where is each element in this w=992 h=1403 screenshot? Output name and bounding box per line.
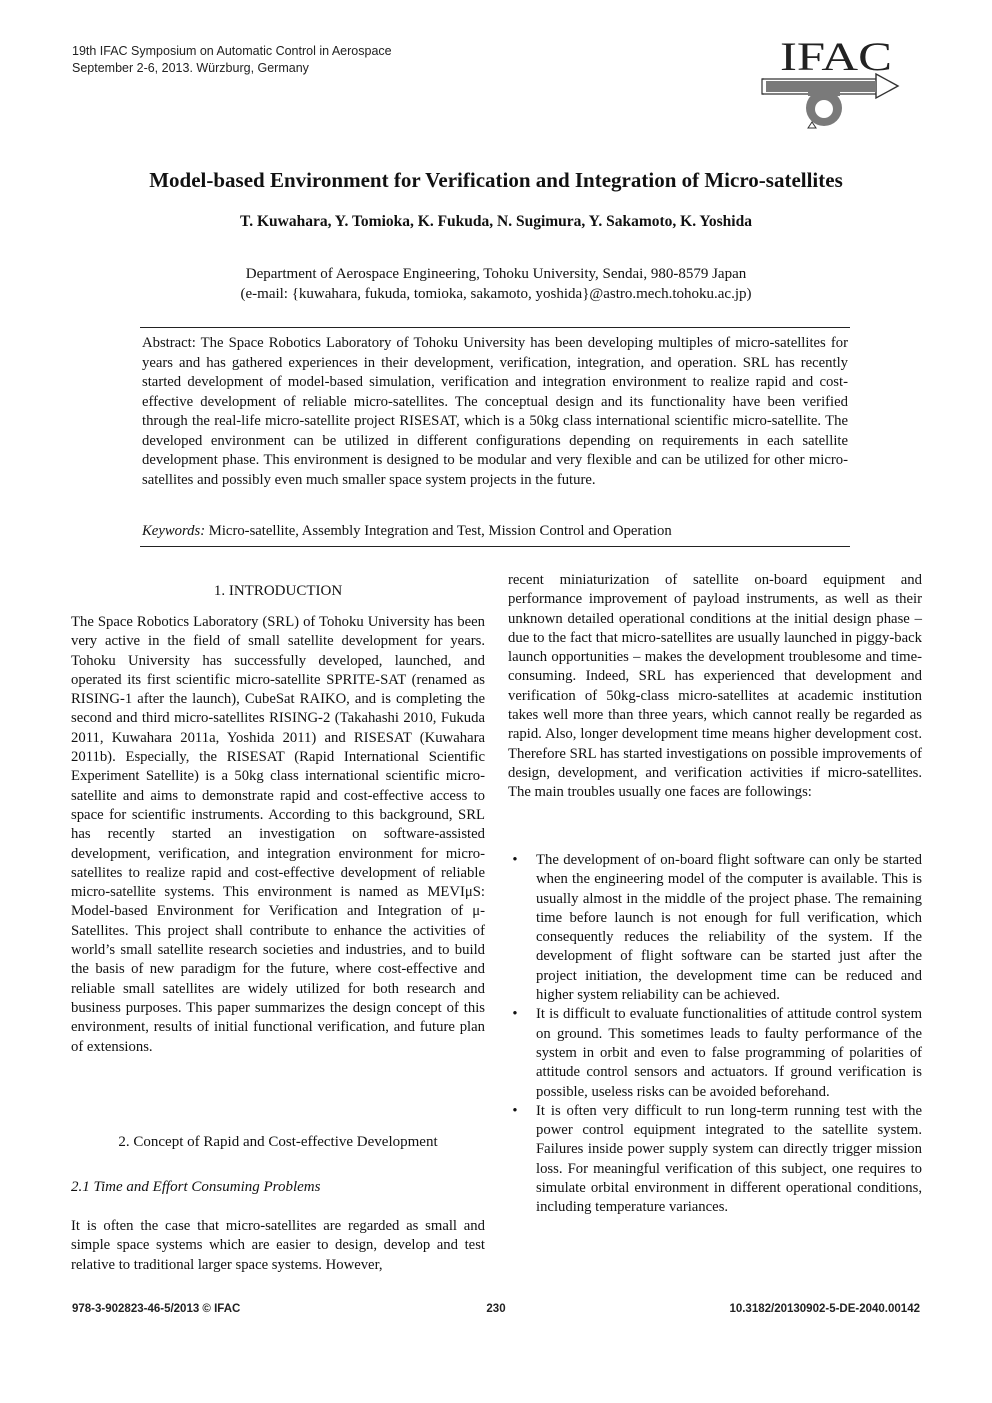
introduction-paragraph: The Space Robotics Laboratory (SRL) of Tohoku University has been very active in the field of small satellite development for years. Tohoku University has successfully developed, launched, and operated its first scientific micro-satellite SPRITE-SAT (renamed as RISING-1 after the launch), CubeSat RAIKO, and is completing the second and third micro-satellites RISING-2 (Takahashi 2010, Fukuda 2011, Kuwahara 2011a, Yoshida 2011) and RISESAT (Kuwahara 2011b). Especially, the RISESAT (Rapid International Scientific Experiment Satellite) is a 50kg class international scientific micro-satellite and aims to demonstrate rapid and cost-effective access to space for scientific instruments. According to this background, SRL has recently started an investigation on software-assisted development, verification, and integration environment for micro-satellites to realize rapid and cost-effective development of reliable micro-satellite systems. This environment is named as MEVIμS: Model-based Environment for Verification and Integration of μ-Satellites. This project shall contribute to enhance the activities of world’s small satellite research societies and industries, and to build the basis of new paradigm for the future, where cost-effective and reliable small satellites are widely utilized for both research and business purposes. This paper summarizes the design concept of this environment, results of initial functional verification, and future plan of extensions. xyxy=(71,614,485,1055)
list-item xyxy=(508,1102,922,1218)
footer-isbn: 978-3-902823-46-5/2013 © IFAC xyxy=(72,1303,241,1315)
bullet-icon: • xyxy=(512,1006,518,1023)
section-2-1-heading: 2.1 Time and Effort Consuming Problems xyxy=(71,1179,321,1195)
page-number: 230 xyxy=(486,1303,506,1315)
keywords xyxy=(142,522,848,542)
footer-doi: 10.3182/20130902-5-DE-2040.00142 xyxy=(729,1303,920,1315)
keywords-list: Micro-satellite, Assembly Integration and Test, Mission Control and Operation xyxy=(208,523,672,539)
author-emails: (e-mail: {kuwahara, fukuda, tomioka, sakamoto, yoshida}@astro.mech.tohoku.ac.jp) xyxy=(240,286,752,302)
list-item-text: It is often very difficult to run long-term running test with the power control equipment integrated to the satellite system. Failures inside power supply system can directly trigger mission loss. For meaningful verification of this subject, one requires to simulate orbital environment in different operational conditions, including temperature variances. xyxy=(536,1102,922,1216)
section-2-heading: 2. Concept of Rapid and Cost-effective Development xyxy=(118,1134,438,1150)
section-1-heading: 1. INTRODUCTION xyxy=(213,583,343,599)
list-item xyxy=(508,851,922,1005)
conference-date-place: September 2-6, 2013. Würzburg, Germany xyxy=(72,61,309,75)
abstract-text: Abstract: The Space Robotics Laboratory of Tohoku University has been developing multiples of micro-satellites for years and has gathered experiences in their development, verification, integration, and operation. SRL has recently started development of model-based simulation, verification and integration environment to realize rapid and cost-effective development of reliable micro-satellites. The conceptual design and its functionality have been verified through the real-life micro-satellite project RISESAT, which is a 50kg class international scientific micro-satellite. The developed environment can be utilized in different configurations depending on requirements in each satellite development phase. This environment is designed to be modular and very flexible and can be utilized for other micro-satellites and possibly even much smaller space system projects in the future. xyxy=(142,335,848,488)
paper-title: Model-based Environment for Verification and Integration of Micro-satellites xyxy=(149,168,843,192)
conference-name: 19th IFAC Symposium on Automatic Control in Aerospace xyxy=(72,44,392,58)
list-item-text: It is difficult to evaluate functionalities of attitude control system on ground. This sometimes leads to faulty performance of the system in orbit and even to false programming of polarities of attitude control sensors and actuators. If ground verification is possible, useless risks can be avoided beforehand. xyxy=(536,1006,922,1100)
troubles-list xyxy=(508,851,922,1218)
right-column-paragraph: recent miniaturization of satellite on-board equipment and performance improvement of payload instruments, as well as their unknown detailed operational conditions at the initial design phase – due to the fact that micro-satellites are usually launched in piggy-back launch opportunities – makes the development troublesome and time-consuming. Indeed, SRL has experienced that development and verification of 50kg-class micro-satellites at academic institution takes well more than three years, which cannot really be regarded as rapid. Also, longer development time means higher development cost. Therefore SRL has started investigations on possible improvements of design, development, and verification activities if micro-satellites. The main troubles usually one faces are followings: xyxy=(508,572,922,801)
paper-authors: T. Kuwahara, Y. Tomioka, K. Fukuda, N. Sugimura, Y. Sakamoto, K. Yoshida xyxy=(240,213,752,230)
bullet-icon: • xyxy=(512,1102,518,1119)
ifac-logo xyxy=(752,30,922,134)
list-item xyxy=(508,1005,922,1101)
ifac-logo-text: IFAC xyxy=(780,34,892,79)
abstract-bottom-rule xyxy=(140,546,850,547)
keywords-label: Keywords: xyxy=(142,523,206,539)
list-item-text: The development of on-board flight software can only be started when the engineering model of the computer is available. This is usually almost in the middle of the project phase. The remaining time before launch is not enough for full verification, which consequently reduces the reliability of the system. If the development of flight software can be started just after the project initiation, the development time can be reduced and higher system reliability can be achieved. xyxy=(536,852,922,1004)
bullet-icon: • xyxy=(512,852,518,868)
abstract-top-rule xyxy=(140,327,850,328)
affiliation: Department of Aerospace Engineering, Tohoku University, Sendai, 980-8579 Japan xyxy=(245,266,747,282)
section-2-1-paragraph: It is often the case that micro-satellites are regarded as small and simple space systems which are easier to design, develop and test relative to traditional larger space systems. However, xyxy=(71,1218,485,1273)
